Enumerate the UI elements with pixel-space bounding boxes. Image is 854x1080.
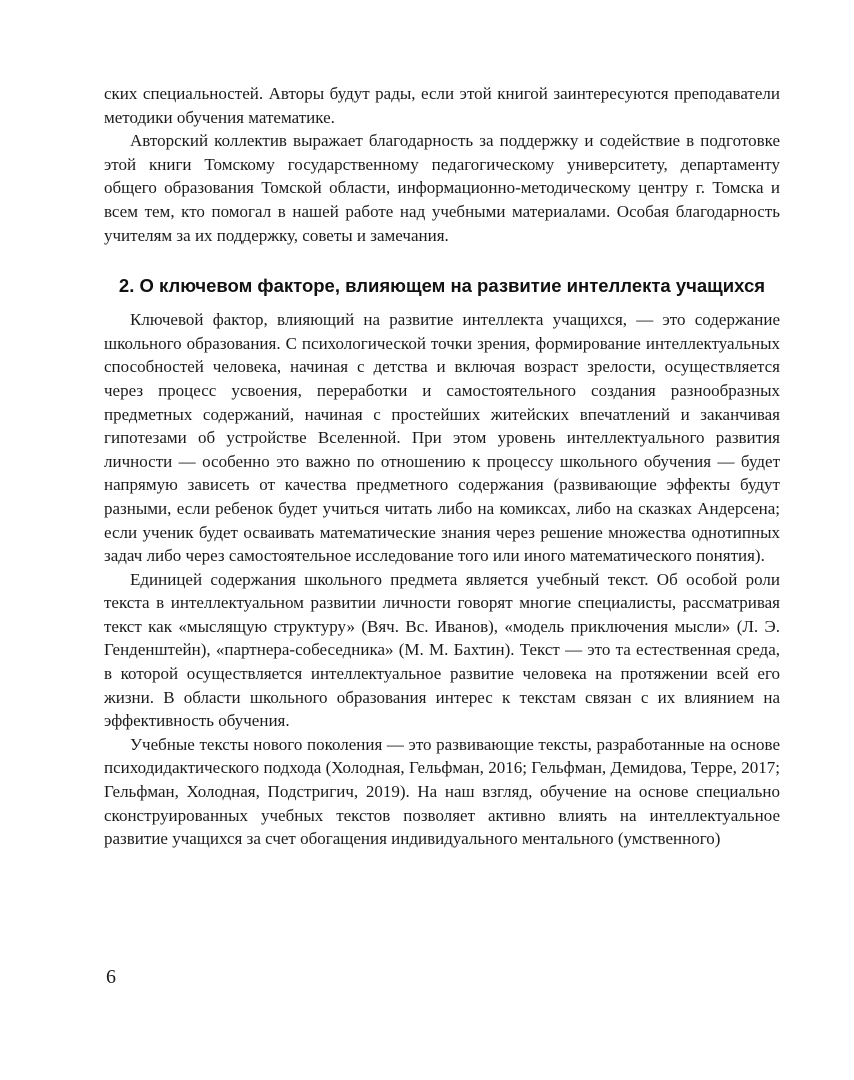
paragraph-new-texts: Учебные тексты нового поколения — это развивающие тексты, разработанные на основе психодидактического подхода (Холодная, Гельфман, 2016; Гельфман, Демидова, Терре, 2017; Гельфман, Холодная, Подстригич, 2019). На наш взгляд, обучение на основе специально сконструированных учебных текстов позволяет активно влиять на интеллектуальное развитие учащихся за счет обогащения индивидуального ментального (умственного) <box>104 734 780 849</box>
paragraph-key-factor: Ключевой фактор, влияющий на развитие интеллекта учащихся, — это содержание школьного образования. С психологической точки зрения, формирование интеллектуальных способностей человека, начиная с детства и включая возраст зрелости, осуществляется через процесс усвоения, переработки и самостоятельного создания разнообразных предметных содержаний, начиная с простейших житейских впечатлений и заканчивая гипотезами об устройстве Вселенной. При этом уровень интеллектуального развития личности — особенно это важно по отношению к процессу школьного обучения — будет напрямую зависеть от качества предметного содержания (развивающие эффекты будут разными, если ребенок будет учиться читать либо на комиксах, либо на сказках Андерсена; если ученик будет осваивать математические знания через решение множества однотипных задач либо через самостоятельное исследование того или иного математического понятия). <box>104 310 780 566</box>
page-number: 6 <box>106 966 116 988</box>
section-title: 2. О ключевом факторе, влияющем на развитие интеллекта учащихся <box>118 275 766 297</box>
paragraph-acknowledgements: Авторский коллектив выражает благодарность за поддержку и содействие в подготовке этой книги Томскому государственному педагогическому университету, департаменту общего образования Томской области, информационно-методическому центру г. Томска и всем тем, кто помогал в нашей работе над учебными материалами. Особая благодарность учителям за их поддержку, советы и замечания. <box>104 131 780 245</box>
paragraph-text-unit: Единицей содержания школьного предмета является учебный текст. Об особой роли текста в интеллектуальном развитии личности говорят многие специалисты, рассматривая текст как «мыслящую структуру» (Вяч. Вс. Иванов), «модель приключения мысли» (Л. Э. Генденштейн), «партнера-собеседника» (М. М. Бахтин). Текст — это та естественная среда, в которой осуществляется интеллектуальное развитие человека на протяжении всей его жизни. В области школьного образования интерес к текстам связан с их влиянием на эффективность обучения. <box>104 569 780 731</box>
paragraph-continuation: ских специальностей. Авторы будут рады, если этой книгой заинтересуются преподаватели методики обучения математике. <box>104 84 780 127</box>
page-body <box>104 82 780 851</box>
